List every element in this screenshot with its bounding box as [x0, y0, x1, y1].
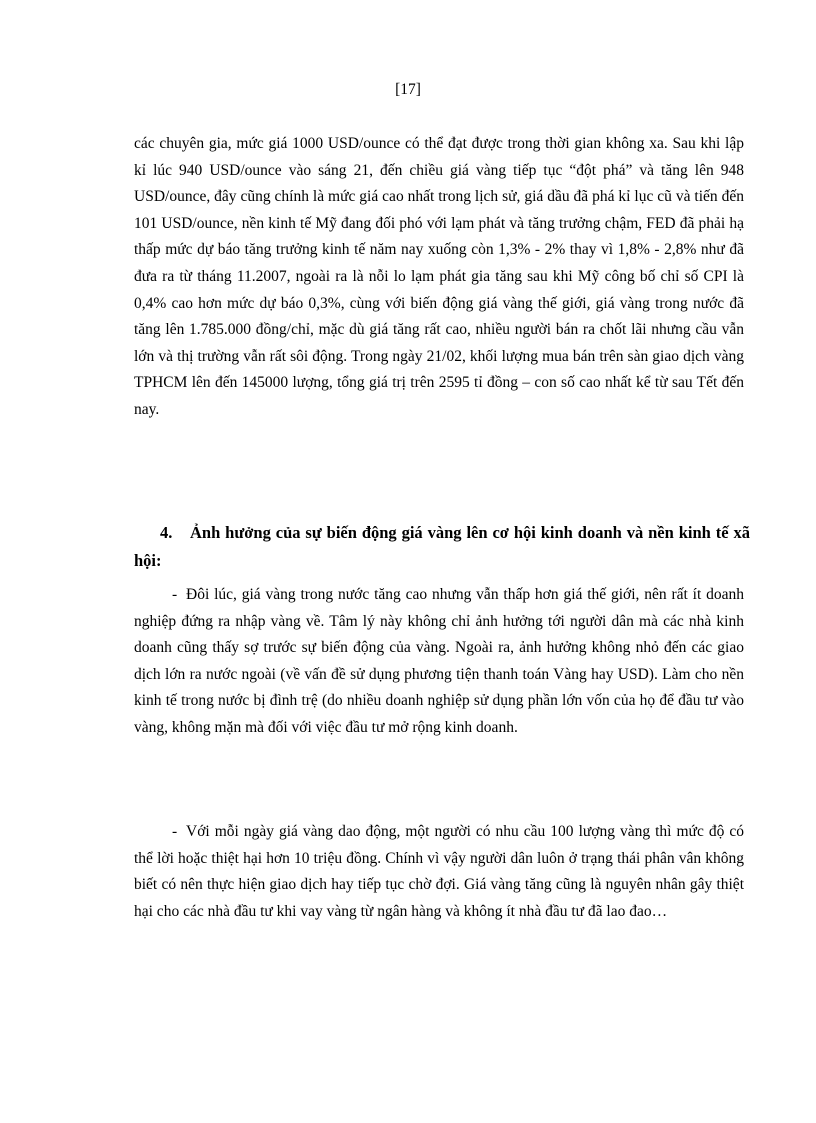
bullet-paragraph-text: Đôi lúc, giá vàng trong nước tăng cao nhưng vẫn thấp hơn giá thế giới, nên rất ít doanh nghiệp đứng ra nhập vàng về. Tâm lý này không chỉ ảnh hưởng tới người dân mà các nhà kinh doanh cũng thấy sợ trước sự biến động của vàng. Ngoài ra, ảnh hưởng không nhỏ đến các giao dịch lớn ra nước ngoài (về vấn đề sử dụng phương tiện thanh toán Vàng hay USD). Làm cho nền kinh tế trong nước bị đình trệ (do nhiều doanh nghiệp sử dụng phần lớn vốn của họ để đầu tư vào vàng, không mặn mà đối với việc đầu tư mở rộng kinh doanh. — [134, 586, 744, 736]
bullet-paragraph-text: Với mỗi ngày giá vàng dao động, một người có nhu cầu 100 lượng vàng thì mức độ có thể lời hoặc thiệt hại hơn 10 triệu đồng. Chính vì vậy người dân luôn ở trạng thái phân vân không biết có nên thực hiện giao dịch hay tiếp tục chờ đợi. Giá vàng tăng cũng là nguyên nhân gây thiệt hại cho các nhà đầu tư khi vay vàng từ ngân hàng và không ít nhà đầu tư đã lao đao… — [134, 823, 744, 920]
bullet-paragraph-domestic-price — [134, 582, 744, 742]
bullet-dash: - — [172, 586, 178, 603]
bullet-dash: - — [172, 823, 178, 840]
section-heading-text: Ảnh hưởng của sự biến động giá vàng lên cơ hội kinh doanh và nền kinh tế xã hội: — [134, 523, 750, 570]
page-number: [17] — [395, 81, 421, 98]
bullet-paragraph-daily-fluctuation — [134, 819, 744, 925]
section-heading-number: 4. — [160, 523, 173, 542]
section-heading — [134, 519, 750, 575]
paragraph-gold-price-record: các chuyên gia, mức giá 1000 USD/ounce có thể đạt được trong thời gian không xa. Sau khi lập kỉ lúc 940 USD/ounce vào sáng 21, đến chiều giá vàng tiếp tục “đột phá” và tăng lên 948 USD/ounce, đây cũng chính là mức giá cao nhất trong lịch sử, giá dầu đã phá kỉ lục cũ và tiến đến 101 USD/ounce, nền kinh tế Mỹ đang đối phó với lạm phát và tăng trưởng chậm, FED đã phải hạ thấp mức dự báo tăng trưởng kinh tế năm nay xuống còn 1,3% - 2% thay vì 1,8% - 2,8% như đã đưa ra từ tháng 11.2007, ngoài ra là nỗi lo lạm phát gia tăng sau khi Mỹ công bố chỉ số CPI là 0,4% cao hơn mức dự báo 0,3%, cùng với biến động giá vàng thế giới, giá vàng trong nước đã tăng lên 1.785.000 đồng/chỉ, mặc dù giá tăng rất cao, nhiều người bán ra chốt lãi nhưng cầu vẫn lớn và thị trường vẫn rất sôi động. Trong ngày 21/02, khối lượng mua bán trên sàn giao dịch vàng TPHCM lên đến 145000 lượng, tổng giá trị trên 2595 tỉ đồng – con số cao nhất kể từ sau Tết đến nay. — [134, 135, 744, 418]
